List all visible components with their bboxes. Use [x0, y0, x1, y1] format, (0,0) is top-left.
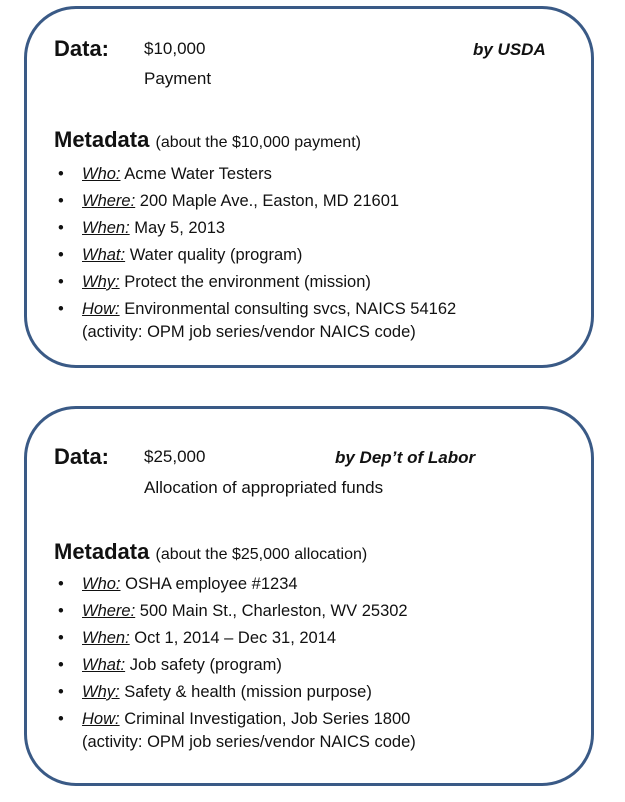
- item-value: Oct 1, 2014 – Dec 31, 2014: [134, 629, 337, 647]
- item-key: Where:: [82, 192, 136, 210]
- item-continuation: (activity: OPM job series/vendor NAICS code): [82, 733, 416, 751]
- metadata-item-how: [57, 706, 416, 756]
- bullet: •: [58, 575, 64, 593]
- metadata-heading: [54, 539, 367, 565]
- item-key: When:: [82, 629, 130, 647]
- item-value: Criminal Investigation, Job Series 1800: [124, 710, 411, 728]
- metadata-item-when: [57, 625, 416, 652]
- metadata-note: (about the $10,000 payment): [155, 134, 361, 151]
- metadata-item-when: [57, 215, 456, 242]
- metadata-note: (about the $25,000 allocation): [155, 546, 368, 563]
- item-key: Who:: [82, 575, 121, 593]
- bullet: •: [58, 192, 64, 210]
- metadata-item-how: [57, 296, 456, 346]
- item-key: Why:: [82, 273, 120, 291]
- data-amount: $10,000: [144, 39, 206, 58]
- metadata-item-where: [57, 188, 456, 215]
- item-key: How:: [82, 710, 120, 728]
- bullet: •: [58, 602, 64, 620]
- item-key: What:: [82, 656, 126, 674]
- metadata-item-why: [57, 269, 456, 296]
- item-value: 200 Maple Ave., Easton, MD 21601: [139, 192, 400, 210]
- metadata-item-what: [57, 652, 416, 679]
- item-key: Who:: [82, 165, 121, 183]
- data-label: Data:: [54, 444, 110, 469]
- metadata-list: [57, 161, 456, 346]
- metadata-item-who: [57, 161, 456, 188]
- bullet: •: [58, 219, 64, 237]
- bullet: •: [58, 710, 64, 728]
- data-source: by Dep’t of Labor: [335, 448, 476, 467]
- metadata-heading: [54, 127, 361, 153]
- data-card-labor-allocation: [24, 406, 594, 786]
- metadata-item-what: [57, 242, 456, 269]
- item-value: May 5, 2013: [134, 219, 226, 237]
- metadata-item-where: [57, 598, 416, 625]
- data-description: Payment: [144, 69, 212, 88]
- metadata-list: [57, 571, 416, 756]
- item-value: 500 Main St., Charleston, WV 25302: [139, 602, 408, 620]
- item-value: Safety & health (mission purpose): [124, 683, 372, 701]
- bullet: •: [58, 273, 64, 291]
- item-key: When:: [82, 219, 130, 237]
- item-value: Environmental consulting svcs, NAICS 54162: [124, 300, 457, 318]
- item-key: Why:: [82, 683, 120, 701]
- data-amount: $25,000: [144, 447, 206, 466]
- bullet: •: [58, 656, 64, 674]
- item-value: Water quality (program): [129, 246, 303, 264]
- metadata-label: Metadata: [54, 539, 150, 564]
- bullet: •: [58, 629, 64, 647]
- item-key: What:: [82, 246, 126, 264]
- bullet: •: [58, 246, 64, 264]
- data-source: by USDA: [473, 40, 546, 59]
- bullet: •: [58, 683, 64, 701]
- item-value: OSHA employee #1234: [125, 575, 298, 593]
- bullet: •: [58, 300, 64, 318]
- item-key: How:: [82, 300, 120, 318]
- item-value: Job safety (program): [129, 656, 282, 674]
- metadata-item-who: [57, 571, 416, 598]
- data-description: Allocation of appropriated funds: [144, 478, 384, 497]
- item-value: Acme Water Testers: [124, 165, 272, 183]
- item-key: Where:: [82, 602, 136, 620]
- item-value: Protect the environment (mission): [124, 273, 371, 291]
- data-card-usda-payment: [24, 6, 594, 368]
- metadata-label: Metadata: [54, 127, 150, 152]
- metadata-item-why: [57, 679, 416, 706]
- data-label: Data:: [54, 36, 110, 61]
- item-continuation: (activity: OPM job series/vendor NAICS code): [82, 323, 416, 341]
- bullet: •: [58, 165, 64, 183]
